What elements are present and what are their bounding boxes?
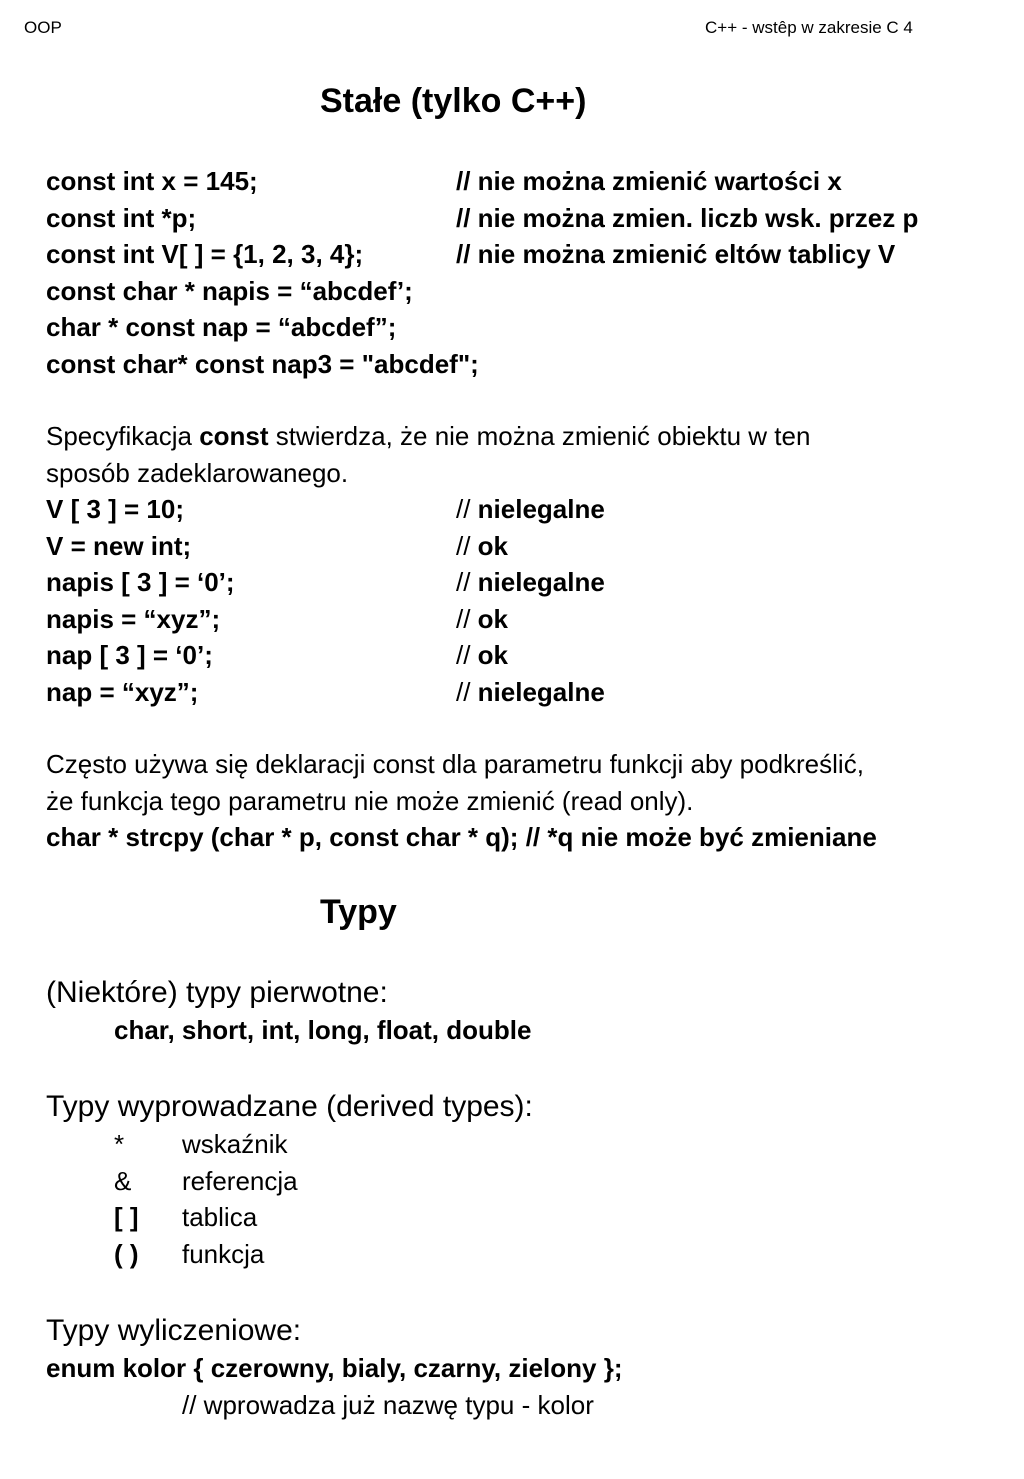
often-line2: że funkcja tego parametru nie może zmienić (read only).: [46, 785, 694, 816]
code-text: V [ 3 ] = 10;: [46, 494, 184, 524]
primitive-types-list: char, short, int, long, float, double: [114, 1015, 532, 1045]
comment-slashes: //: [456, 676, 478, 707]
const-line: [46, 163, 1024, 200]
derived-symbol: ( ): [114, 1238, 139, 1269]
code-text: V = new int;: [46, 530, 192, 561]
primitive-types-block: [46, 974, 1024, 1049]
comment-slashes: //: [456, 603, 478, 634]
verdict: ok: [477, 530, 509, 561]
derived-name: wskaźnik: [182, 1129, 288, 1159]
verdict: nielegalne: [477, 567, 605, 597]
const-line: [46, 309, 1024, 346]
spec-text: stwierdza, że nie można zmienić obiektu w ten: [268, 421, 811, 451]
const-line: [46, 236, 1024, 273]
derived-symbol: [ ]: [114, 1202, 139, 1232]
derived-type-item: [46, 1236, 1024, 1273]
code-comment: // nie można zmien. liczb wsk. przez p: [456, 202, 919, 233]
code-comment: // nie można zmienić wartości x: [456, 166, 842, 196]
example-line: [46, 601, 1024, 638]
const-param-block: [46, 746, 1024, 856]
code-text: napis = “xyz”;: [46, 603, 221, 634]
code-text: const int *p;: [46, 202, 197, 233]
often-line1: Często używa się deklaracji const dla parametru funkcji aby podkreślić,: [46, 749, 864, 779]
comment-slashes: //: [456, 530, 478, 561]
comment-slashes: //: [456, 494, 478, 524]
spec-paragraph-line1: [46, 418, 1024, 455]
const-line: [46, 273, 1024, 310]
const-line: [46, 346, 1024, 383]
code-text: const int x = 145;: [46, 166, 258, 196]
header-left: OOP: [24, 18, 62, 37]
derived-types-block: [46, 1088, 1024, 1272]
header-right: C++ - wstêp w zakresie C 4: [705, 18, 913, 37]
derived-type-item: [46, 1163, 1024, 1200]
derived-symbol: *: [114, 1129, 125, 1159]
code-comment: // nie można zmienić eltów tablicy V: [456, 239, 896, 269]
code-text: nap = “xyz”;: [46, 676, 199, 707]
verdict: ok: [477, 603, 509, 634]
strcpy-example: char * strcpy (char * p, const char * q); // *q nie może być zmieniane: [46, 822, 877, 852]
code-text: napis [ 3 ] = ‘0’;: [46, 567, 235, 597]
enum-code: enum kolor { czerowny, bialy, czarny, zielony };: [46, 1353, 623, 1383]
code-text: const char* const nap3 = "abcdef";: [46, 348, 479, 379]
example-line: [46, 491, 1024, 528]
verdict: ok: [477, 640, 509, 670]
code-text: const char * napis = “abcdef’;: [46, 275, 413, 306]
example-line: [46, 637, 1024, 674]
example-line: [46, 528, 1024, 565]
verdict: nielegalne: [477, 676, 605, 707]
spec-paragraph-line2: sposób zadeklarowanego.: [46, 457, 349, 488]
code-text: nap [ 3 ] = ‘0’;: [46, 640, 213, 670]
enum-types-block: [46, 1312, 1024, 1423]
example-line: [46, 564, 1024, 601]
spec-keyword: const: [199, 421, 269, 451]
section-title-types: Typy: [320, 893, 397, 931]
section-title-constants: Stałe (tylko C++): [320, 82, 587, 120]
derived-symbol: &: [114, 1165, 132, 1196]
comment-slashes: //: [456, 567, 478, 597]
derived-type-item: [46, 1199, 1024, 1236]
enum-comment: // wprowadza już nazwę typu - kolor: [182, 1389, 594, 1420]
primitive-types-label: (Niektóre) typy pierwotne:: [46, 976, 388, 1009]
code-text: char * const nap = “abcdef”;: [46, 312, 397, 342]
const-spec-block: [46, 418, 1024, 710]
comment-slashes: //: [456, 640, 478, 670]
enum-types-label: Typy wyliczeniowe:: [46, 1314, 302, 1347]
example-line: [46, 674, 1024, 711]
const-line: [46, 200, 1024, 237]
derived-types-label: Typy wyprowadzane (derived types):: [46, 1090, 533, 1123]
verdict: nielegalne: [477, 494, 605, 524]
derived-name: tablica: [182, 1202, 258, 1232]
code-text: const int V[ ] = {1, 2, 3, 4};: [46, 239, 364, 269]
derived-type-item: [46, 1126, 1024, 1163]
derived-name: funkcja: [182, 1238, 265, 1269]
derived-name: referencja: [182, 1165, 298, 1196]
const-declarations: [46, 163, 1024, 382]
spec-text: Specyfikacja: [46, 421, 200, 451]
